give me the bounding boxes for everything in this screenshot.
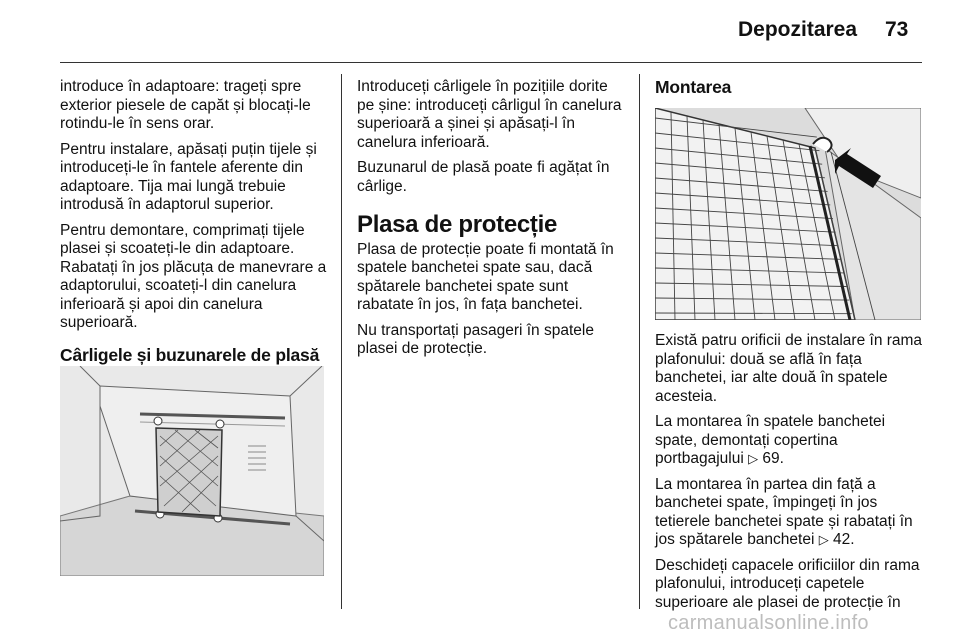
net-pocket-illustration — [60, 366, 324, 576]
page-reference-42[interactable]: 42. — [833, 531, 855, 548]
section-heading-hooks: Cârligele și buzunarele de plasă — [60, 344, 320, 365]
col2-paragraph-2: Buzunarul de plasă poate fi agățat în cârlige. — [357, 159, 610, 195]
column-divider-2 — [639, 74, 640, 609]
col1-paragraph-2: Pentru instalare, apăsați puțin tijele și introduceți-le în fantele aferente din adaptoare. Tija mai lungă trebuie introdusă în adaptorul superior. — [60, 140, 317, 213]
column-1 — [60, 78, 332, 378]
column-3 — [655, 78, 923, 111]
page-reference-69[interactable]: 69. — [762, 450, 784, 467]
col3-paragraph-3: La montarea în partea din față a banchetei spate, împingeți în jos tetierele banchetei spate și rabatați în jos spătarele banchetei ▷ 42. — [655, 475, 913, 548]
watermark: carmanualsonline.info — [668, 612, 869, 634]
page-reference-icon: ▷ — [818, 532, 829, 547]
col1-paragraph-1: introduce în adaptoare: trageți spre exterior piesele de capăt și blocați-le rotindu-le în sens orar. — [60, 78, 311, 132]
section-heading-installation: Montarea — [655, 77, 732, 97]
col3-paragraph-1: Există patru orificii de instalare în rama plafonului: două se află în fața banchetei, iar alte două în spatele acesteia. — [655, 332, 923, 405]
col2-paragraph-4: Nu transportați pasageri în spatele plasei de protecție. — [357, 321, 594, 357]
column-3-text — [655, 332, 925, 619]
col1-paragraph-3: Pentru demontare, comprimați tijele plasei și scoateți-le din adaptoare. Rabatați în jos plăcuța de manevrare a adaptorului, scoateți-l din canelura inferioară și apoi din canelura superioară. — [60, 221, 327, 331]
section-heading-safety-net: Plasa de protecție — [357, 211, 558, 238]
col2-paragraph-3: Plasa de protecție poate fi montată în spatele banchetei spate sau, dacă spătarele banchetei spate sunt rabatate în jos, în fața banchetei. — [357, 240, 614, 313]
page-reference-icon: ▷ — [748, 451, 759, 466]
col3-paragraph-2: La montarea în spatele banchetei spate, demontați copertina portbagajului ▷ 69. — [655, 413, 886, 467]
col2-paragraph-1: Introduceți cârligele în pozițiile dorite pe șine: introduceți cârligul în canelura superioară a șinei și apăsați-l în canelura inferioară. — [357, 78, 622, 151]
header-title: Depozitarea — [738, 18, 858, 41]
column-divider-1 — [341, 74, 342, 609]
col3-paragraph-4: Deschideți capacele orificiilor din rama plafonului, introduceți capetele superioare ale plasei de protecție în — [655, 556, 920, 611]
header-rule — [60, 62, 922, 63]
page-number: 73 — [885, 18, 909, 41]
safety-net-illustration — [655, 108, 921, 320]
column-2 — [357, 78, 629, 366]
